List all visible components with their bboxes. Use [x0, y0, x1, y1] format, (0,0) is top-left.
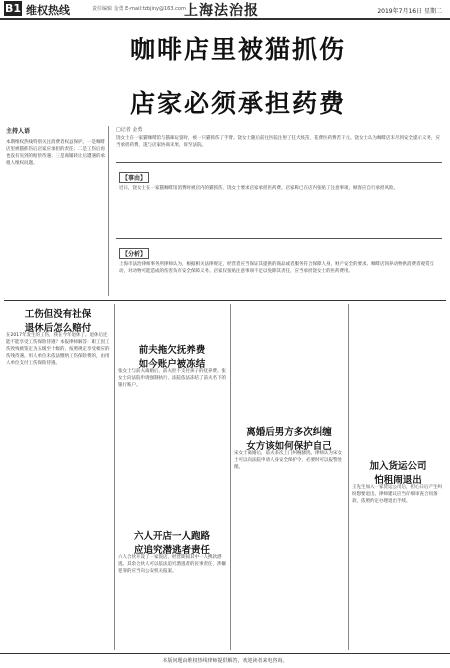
main-body: 饶女士在一家猫咖啡馆与猫咪玩耍时，被一只猫抓伤了手臂。饶女士随后前往医院注射了狂犬疫苗，花费医药费若干元。饶女士认为咖啡店未尽到安全提示义务，应当承担药费，遂与店家协商未果，诉至法院。 — [116, 136, 440, 148]
right-article-2-title — [352, 458, 444, 486]
page-footer: 本版问题由维权热线律师提供解答，欢迎读者来电咨询。 — [0, 653, 450, 668]
headline-line-1: 咖啡店里被猫抓伤 — [130, 35, 347, 64]
mid2-title-line-1: 六人开店一人跑路 — [133, 531, 210, 542]
right1-title-line-2: 女方该如何保护自己 — [246, 441, 332, 452]
right-article-1-body: 宋女士离婚后，前夫多次上门纠缠骚扰。律师认为宋女士可以向法院申请人身安全保护令，必要时可以报警处理。 — [234, 451, 342, 470]
mid2-title-line-2: 应追究潜逃者责任 — [133, 545, 210, 556]
divider — [114, 304, 115, 650]
left-title-line-2: 退休后怎么赔付 — [24, 323, 92, 334]
mid-article-2-title — [118, 528, 226, 556]
analysis-body: 上海市法治律师事务所律师认为，根据相关法律规定，经营者应当保证其提供的商品或者服务符合保障人身、财产安全的要求。咖啡店饲养动物供消费者观赏互动，对动物可能造成的伤害负有安全保障义务。店家仅张贴注意事项不足以免除其责任，应当承担饶女士的医药费用。 — [119, 262, 434, 274]
main-byline: □记者 金勇 — [116, 127, 143, 133]
case-label: 【事由】 — [119, 172, 149, 183]
left-title-line-1: 工伤但没有社保 — [24, 309, 92, 320]
analysis-label: 【分析】 — [119, 248, 149, 259]
host-body: 本期维权热线特别关注消费者权益保护。一是咖啡店里被猫抓伤后店家应承担的责任；二是工伤后再也没有见到的赔偿待遇；三是商铺转让后遭遇的承租人维权问题。 — [6, 140, 105, 166]
editor-line: 责任编辑 金勇 E-mail:fzbjiny@163.com — [92, 6, 186, 12]
host-column — [6, 126, 106, 294]
issue-date: 2019年7月16日 星期二 — [377, 8, 442, 15]
left-article-title — [6, 306, 110, 334]
page-header — [0, 0, 450, 20]
page-number: B1 — [4, 2, 22, 15]
mid-article-2-body: 六人合伙开设了一家饭店，经营期间其中一人携款潜逃。其余合伙人可以依法追究潜逃者的民事责任，涉嫌犯罪的应当向公安机关报案。 — [118, 555, 226, 574]
divider — [348, 304, 349, 650]
left-article-body: 在2017年发生的工伤，我在今年退休了。退休后还能不能享受工伤保险待遇？本报律师解答：职工因工伤致残被鉴定为五级至十级的，按照规定享受相应的伤残待遇。用人单位未依法缴纳工伤保险费的，由用人单位支付工伤保险待遇。 — [6, 333, 110, 366]
right1-title-line-1: 离婚后男方多次纠缠 — [246, 427, 332, 438]
main-article — [116, 126, 442, 163]
section-name: 维权热线 — [26, 4, 70, 17]
divider — [230, 304, 231, 650]
right-article-1-title — [234, 424, 344, 452]
masthead: 上海法治报 — [184, 3, 259, 19]
mid-article-1-title — [118, 342, 226, 370]
right2-title-line-1: 加入货运公司 — [369, 461, 427, 472]
case-box — [116, 162, 442, 232]
section-rule — [4, 300, 446, 301]
case-body: 近日，饶女士在一家猫咖啡馆消费时被店内的猫抓伤，饶女士要求店家承担医药费。店家称已在店内张贴了注意事项，顾客应自行承担风险。 — [119, 186, 398, 191]
mid-article-1-body: 张女士与前夫离婚后，前夫拒不支付孩子的抚养费。张女士向法院申请强制执行，法院依法冻结了前夫名下的银行账户。 — [118, 369, 226, 388]
mid1-title-line-2: 如今账户被冻结 — [138, 359, 206, 370]
right-article-2-body: 王先生加入一家货运公司后，担心日后产生纠纷想要退出。律师建议应当仔细审查合同条款，依照约定办理退出手续。 — [352, 485, 442, 504]
analysis-box — [116, 238, 442, 296]
right2-title-line-2: 怕租闹退出 — [374, 475, 422, 486]
headline-line-2: 店家必须承担药费 — [130, 89, 347, 118]
host-heading: 主持人语 — [6, 128, 31, 135]
divider — [108, 126, 109, 296]
mid1-title-line-1: 前夫拖欠抚养费 — [138, 345, 206, 356]
